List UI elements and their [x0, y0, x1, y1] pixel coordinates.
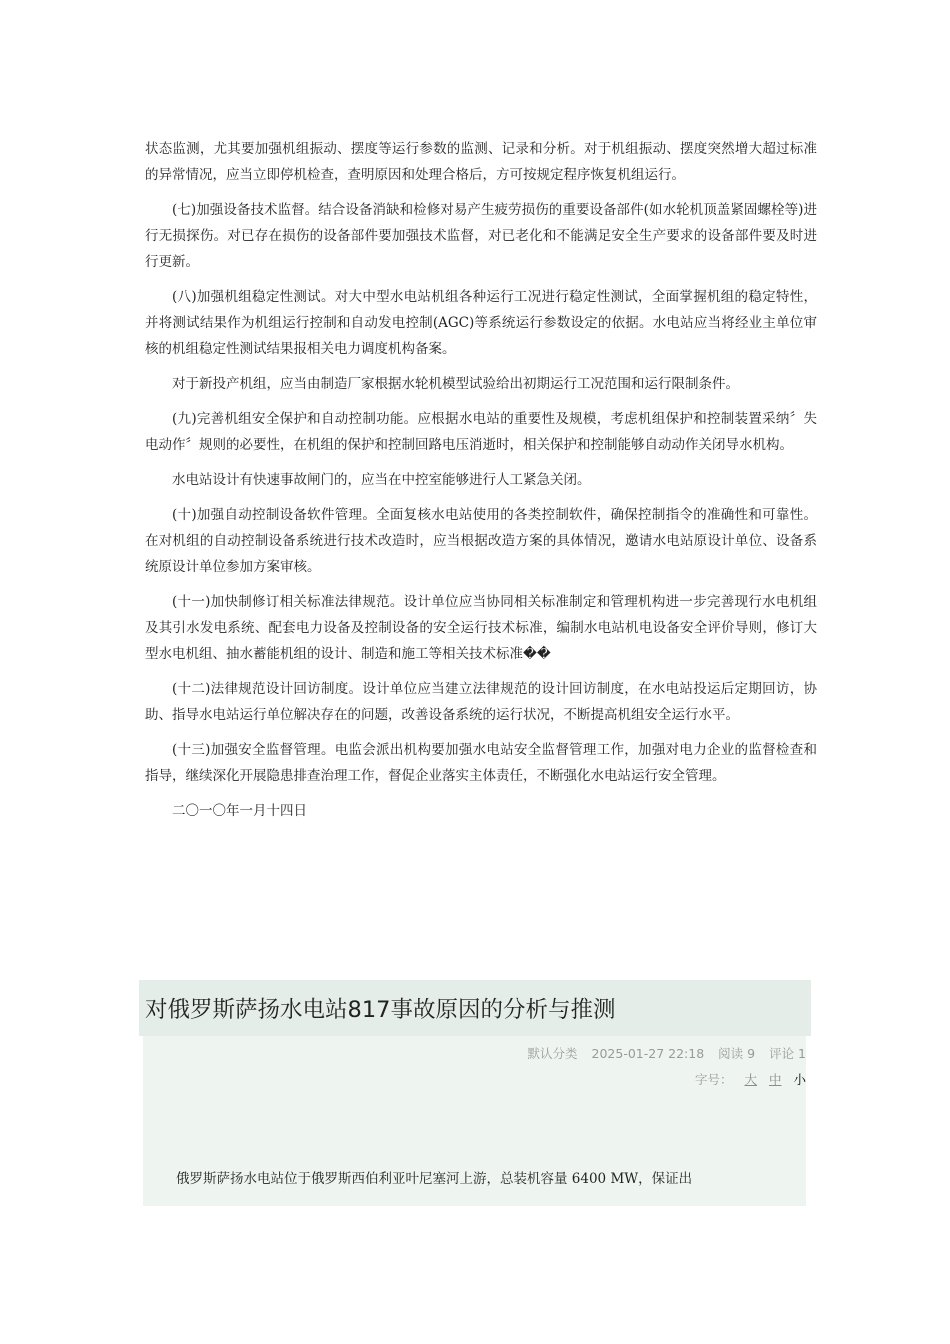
- paragraph-protection-control: (九)完善机组安全保护和自动控制功能。应根据水电站的重要性及规模，考虑机组保护和控制装置采纳〞失电动作〞规则的必要性，在机组的保护和控制回路电压消逝时，相关保护和控制能够自动动作关闭导水机构。: [145, 411, 817, 453]
- article-datetime: 2025-01-27 22:18: [591, 1046, 705, 1061]
- paragraph-stability-testing: (八)加强机组稳定性测试。对大中型水电站机组各种运行工况进行稳定性测试，全面掌握机组的稳定特性，并将测试结果作为机组运行控制和自动发电控制(AGC)等系统运行参数设定的依据。水电站应当将经业主单位审核的机组稳定性测试结果报相关电力调度机构备案。: [145, 289, 817, 357]
- font-size-label: 字号：: [694, 1072, 733, 1087]
- article-meta: [518, 1044, 806, 1062]
- paragraph-safety-supervision: (十三)加强安全监督管理。电监会派出机构要加强水电站安全监督管理工作，加强对电力企业的监督检查和指导，继续深化开展隐患排查治理工作，督促企业落实主体责任，不断强化水电站运行安全管理。: [145, 742, 817, 784]
- paragraph-standards: (十一)加快制修订相关标准法律规范。设计单位应当协同相关标准制定和管理机构进一步完善现行水电机组及其引水发电系统、配套电力设备及控制设备的安全运行技术标准，编制水电站机电设备安全评价导则，修订大型水电机组、抽水蓄能机组的设计、制造和施工等相关技术标准��: [145, 594, 817, 662]
- article-lead-text: 俄罗斯萨扬水电站位于俄罗斯西伯利亚叶尼塞河上游，总装机容量 6400 MW，保证出: [176, 1171, 693, 1187]
- article-body: [143, 1036, 806, 1206]
- article-comments[interactable]: 评论 1: [769, 1046, 806, 1061]
- font-size-switcher: [695, 1070, 806, 1088]
- article-title[interactable]: 对俄罗斯萨扬水电站817事故原因的分析与推测: [139, 980, 811, 1036]
- blog-article: [139, 980, 811, 1206]
- article-category[interactable]: 默认分类: [527, 1046, 578, 1061]
- document-body: [145, 136, 817, 824]
- paragraph-new-units: 对于新投产机组，应当由制造厂家根据水轮机模型试验给出初期运行工况范围和运行限制条件。: [172, 376, 739, 392]
- font-size-medium-link[interactable]: 中: [768, 1072, 782, 1087]
- paragraph-equipment-supervision: (七)加强设备技术监督。结合设备消缺和检修对易产生疲劳损伤的重要设备部件(如水轮机顶盖紧固螺栓等)进行无损探伤。对已存在损伤的设备部件要加强技术监督，对已老化和不能满足安全生产要求的设备部件要及时进行更新。: [145, 202, 817, 270]
- document-date: 二〇一〇年一月十四日: [172, 803, 307, 819]
- font-size-small-link[interactable]: 小: [793, 1072, 806, 1087]
- paragraph-design-visits: (十二)法律规范设计回访制度。设计单位应当建立法律规范的设计回访制度，在水电站投运后定期回访，协助、指导水电站运行单位解决存在的问题，改善设备系统的运行状况，不断提高机组安全运行水平。: [145, 681, 817, 723]
- paragraph-status-monitoring: 状态监测，尤其要加强机组振动、摆度等运行参数的监测、记录和分析。对于机组振动、摆度突然增大超过标准的异常情况，应当立即停机检查，查明原因和处理合格后，方可按规定程序恢复机组运行。: [145, 141, 817, 183]
- font-size-large-link[interactable]: 大: [744, 1072, 757, 1087]
- article-reads: 阅读 9: [718, 1046, 756, 1061]
- paragraph-emergency-gate: 水电站设计有快速事故闸门的，应当在中控室能够进行人工紧急关闭。: [172, 472, 591, 488]
- paragraph-software-management: (十)加强自动控制设备软件管理。全面复核水电站使用的各类控制软件，确保控制指令的准确性和可靠性。在对机组的自动控制设备系统进行技术改造时，应当根据改造方案的具体情况，邀请水电站原设计单位、设备系统原设计单位参加方案审核。: [145, 507, 817, 575]
